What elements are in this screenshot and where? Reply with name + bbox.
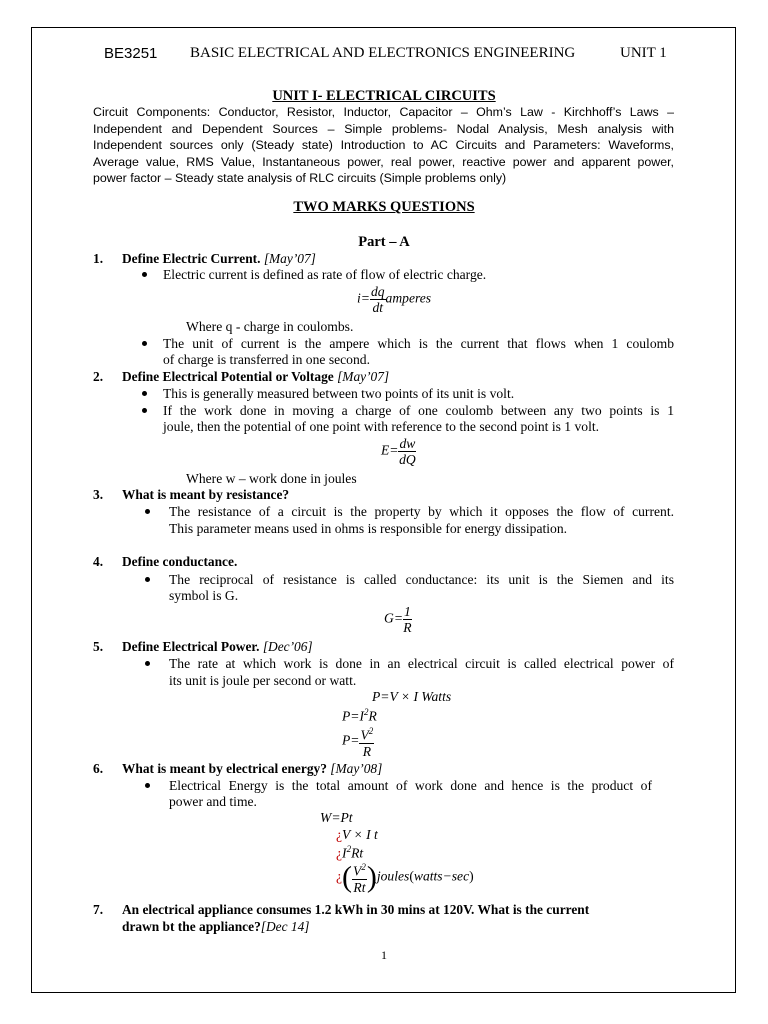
section-title: TWO MARKS QUESTIONS — [293, 199, 475, 215]
equation-power-1: P=V × I Watts — [372, 689, 452, 704]
where-note: Where w – work done in joules — [186, 471, 357, 486]
question-title: What is meant by resistance? — [122, 487, 290, 502]
question-title: Define conductance. — [122, 554, 238, 569]
answer-text: Electric current is defined as rate of flow of electric charge. — [163, 267, 487, 282]
equation-current: i= $\frac{dq}{dt}$ amperes — [357, 284, 432, 315]
bullet-icon — [142, 272, 147, 277]
question-number: 4. — [93, 554, 104, 569]
answer-text: If the work done in moving a charge of one coulomb between any two points is 1 — [163, 403, 674, 418]
question-number: 5. — [93, 639, 104, 654]
question-ref: [May’07] — [337, 369, 390, 384]
answer-text: This is generally measured between two points of its unit is volt. — [163, 386, 515, 401]
syllabus-line: Independent and Dependent Sources – Simple problems- Nodal Analysis, Mesh analysis with — [93, 121, 674, 136]
answer-text: joule, then the potential of one point with reference to the second point is 1 volt. — [163, 419, 600, 434]
question-title: drawn bt the appliance? — [122, 919, 261, 934]
question-title: What is meant by electrical energy? — [122, 761, 327, 776]
equation-conductance: G= $\frac{1}{R}$ — [384, 604, 412, 635]
question-number: 2. — [93, 369, 104, 384]
answer-text: symbol is G. — [169, 588, 239, 603]
question-ref: [May’07] — [263, 251, 316, 266]
bullet-icon — [145, 577, 150, 582]
question-number: 7. — [93, 902, 104, 917]
bullet-icon — [142, 341, 147, 346]
answer-text: its unit is joule per second or watt. — [169, 673, 357, 688]
question-number: 3. — [93, 487, 104, 502]
syllabus-line: Independent sources only (Steady state) Introduction to AC Circuits and Parameters: Waveforms, — [93, 138, 674, 153]
answer-text: The resistance of a circuit is the property by which it opposes the flow of current. — [169, 504, 674, 519]
answer-text: power and time. — [169, 794, 257, 809]
syllabus-line: Average value, RMS Value, Instantaneous power, real power, reactive power and apparent power, — [93, 154, 674, 169]
bullet-icon — [142, 391, 147, 396]
question-ref: [Dec 14] — [260, 919, 310, 934]
course-title: BASIC ELECTRICAL AND ELECTRONICS ENGINEERING — [190, 45, 576, 61]
bullet-icon — [142, 408, 147, 413]
answer-text: The rate at which work is done in an electrical circuit is called electrical power of — [169, 656, 674, 671]
question-title: Define Electric Current. — [122, 251, 261, 266]
answer-text: The reciprocal of resistance is called conductance: its unit is the Siemen and its — [169, 572, 674, 587]
answer-text: Electrical Energy is the total amount of work done and hence is the product of — [169, 778, 652, 793]
equation-energy-1: W=Pt — [320, 810, 353, 825]
answer-text: This parameter means used in ohms is responsible for energy dissipation. — [169, 521, 568, 536]
question-number: 6. — [93, 761, 104, 776]
syllabus-line: power factor – Steady state analysis of RLC circuits (Simple problems only) — [93, 171, 507, 186]
question-title: An electrical appliance consumes 1.2 kWh in 30 mins at 120V. What is the current — [122, 902, 590, 917]
unit-title: UNIT I- ELECTRICAL CIRCUITS — [272, 88, 496, 104]
question-title: Define Electrical Power. — [122, 639, 260, 654]
course-code: BE3251 — [104, 45, 158, 62]
bullet-icon — [145, 783, 150, 788]
question-ref: [May’08] — [330, 761, 383, 776]
syllabus-line: Circuit Components: Conductor, Resistor, Inductor, Capacitor – Ohm’s Law - Kirchhoff’s Laws – — [93, 105, 674, 119]
equation-power-3: P= $\frac{V^2}{R}$ — [342, 726, 374, 759]
answer-text: of charge is transferred in one second. — [163, 352, 370, 367]
syllabus-paragraph — [93, 104, 674, 187]
question-title: Define Electrical Potential or Voltage — [122, 369, 334, 384]
equation-energy-2: ¿V × I t — [336, 827, 378, 842]
part-title: Part – A — [358, 234, 410, 250]
bullet-icon — [145, 661, 150, 666]
equation-voltage: E= $\frac{dw}{dQ}$ — [381, 436, 416, 467]
bullet-icon — [145, 509, 150, 514]
unit-label: UNIT 1 — [620, 45, 667, 61]
where-note: Where q - charge in coulombs. — [186, 319, 354, 334]
equation-energy-4: ¿( $\frac{V^2}{Rt}$ )joules(watts−sec) — [336, 860, 474, 895]
question-ref: [Dec’06] — [262, 639, 313, 654]
equation-energy-3: ¿$I^2Rt$ — [336, 844, 364, 861]
answer-text: The unit of current is the ampere which is the current that flows when 1 coulomb — [163, 336, 674, 351]
equation-power-2: $P=I^2R$ — [342, 707, 377, 724]
page-number: 1 — [381, 948, 387, 962]
question-number: 1. — [93, 251, 104, 266]
